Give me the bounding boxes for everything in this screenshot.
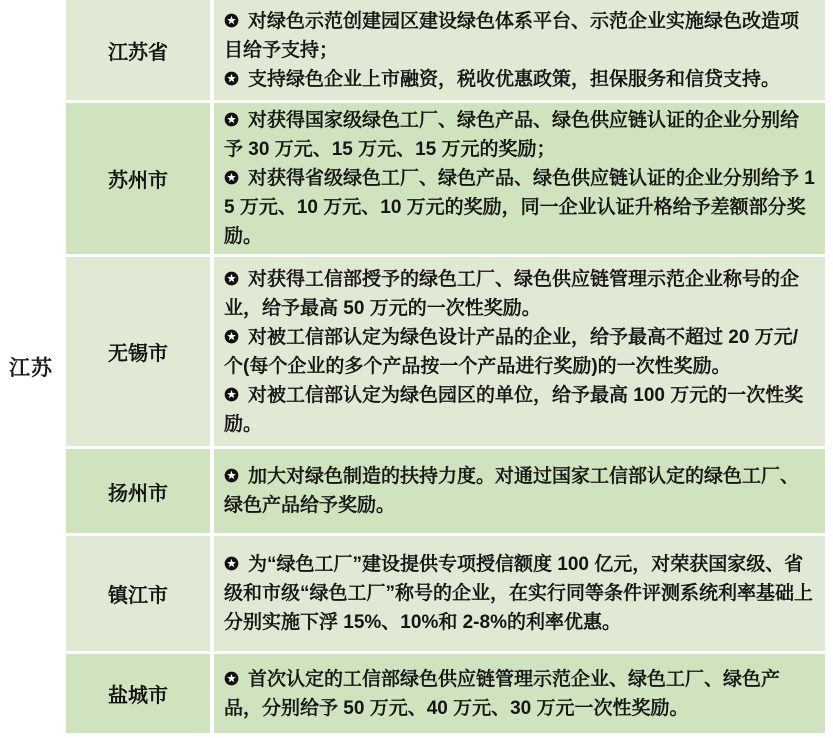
region-label: 无锡市 [108,343,168,365]
region-label: 扬州市 [108,482,168,505]
region-cell [66,654,210,733]
region-label: 江苏省 [108,41,168,64]
policy-text: 对获得国家级绿色工厂、绿色产品、绿色供应链认证的企业分别给予 30 万元、15 万元、15 万元的奖励； [224,110,800,160]
region-cell [66,257,210,446]
star-bullet-icon [224,671,239,686]
policy-bullet-item [224,106,815,164]
star-bullet-icon [224,468,239,483]
policy-cell [214,654,825,733]
province-cell [0,0,62,733]
policy-bullet-item [224,265,815,323]
policy-text: 对绿色示范创建园区建设绿色体系平台、示范企业实施绿色改造项目给予支持； [224,10,800,61]
region-cell [66,0,210,100]
policy-cell [214,449,825,533]
policy-bullet-item [224,462,815,520]
policy-text: 支持绿色企业上市融资，税收优惠政策，担保服务和信贷支持。 [248,68,781,90]
star-bullet-icon [224,271,239,286]
policy-bullet-item [224,65,815,94]
policy-text: 对获得省级绿色工厂、绿色产品、绿色供应链认证的企业分别给予 15 万元、10 万元、10 万元的奖励，同一企业认证升格给予差额部分奖励。 [224,168,815,247]
policy-text: 为“绿色工厂”建设提供专项授信额度 100 亿元，对荣获国家级、省级和市级“绿色工厂”称号的企业，在实行同等条件评测系统利率基础上分别实施下浮 15%、10%和 2-8%的利率优惠。 [224,554,814,633]
region-cell [66,103,210,254]
region-label: 苏州市 [108,170,168,192]
region-cell [66,536,210,651]
star-bullet-icon [224,170,239,185]
policy-cell [214,0,825,100]
policy-text: 加大对绿色制造的扶持力度。对通过国家工信部认定的绿色工厂、绿色产品给予奖励。 [224,466,800,516]
province-label: 江苏 [9,356,53,380]
star-bullet-icon [224,329,239,344]
policy-bullet-item [224,7,815,65]
policy-cell [214,536,825,651]
region-cell [66,449,210,533]
region-label: 盐城市 [108,685,168,707]
star-bullet-icon [224,112,239,127]
star-bullet-icon [224,71,239,86]
policy-text: 首次认定的工信部绿色供应链管理示范企业、绿色工厂、绿色产品，分别给予 50 万元、40 万元、30 万元一次性奖励。 [224,668,781,719]
policy-text: 对获得工信部授予的绿色工厂、绿色供应链管理示范企业称号的企业，给予最高 50 万元的一次性奖励。 [224,268,800,319]
policy-bullet-item [224,323,815,381]
policy-bullet-item [224,665,815,723]
policy-text: 对被工信部认定为绿色设计产品的企业，给予最高不超过 20 万元/个(每个企业的多个产品按一个产品进行奖励)的一次性奖励。 [224,326,798,377]
policy-cell [214,257,825,446]
policy-bullet-item [224,164,815,251]
policy-cell [214,103,825,254]
policy-bullet-item [224,550,815,637]
region-label: 镇江市 [108,585,168,607]
star-bullet-icon [224,387,239,402]
star-bullet-icon [224,556,239,571]
policy-text: 对被工信部认定为绿色园区的单位，给予最高 100 万元的一次性奖励。 [224,384,804,435]
policy-bullet-item [224,381,815,439]
star-bullet-icon [224,13,239,28]
